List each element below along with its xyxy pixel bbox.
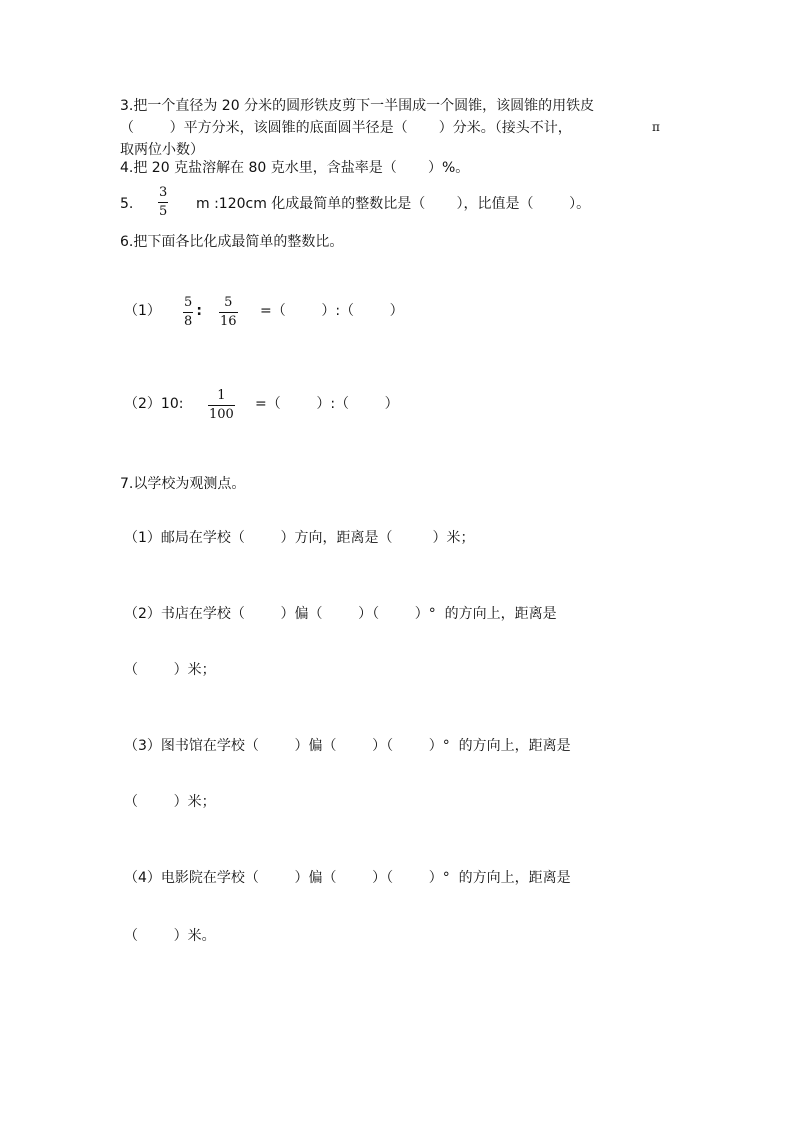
q7-item2-line1: （2）书店在学校（ ）偏（ ）（ ）° 的方向上，距离是 xyxy=(124,606,557,622)
fraction-bar xyxy=(208,405,235,406)
q6-item1-ratio-colon: ∶ xyxy=(197,304,202,320)
fraction-bar xyxy=(219,312,238,313)
q6-item1-f1-numerator: 5 xyxy=(184,295,193,310)
q6-item2-fraction xyxy=(208,389,235,422)
q6-title: 6.把下面各比化成最简单的整数比。 xyxy=(120,234,344,250)
q5-text: m :120cm 化成最简单的整数比是（ ），比值是（ ）。 xyxy=(196,196,591,212)
q7-item3-line1: （3）图书馆在学校（ ）偏（ ）（ ）° 的方向上，距离是 xyxy=(124,738,571,754)
q7-title: 7.以学校为观测点。 xyxy=(120,476,246,492)
q6-item1-fraction2 xyxy=(219,296,238,329)
q6-item1-f2-denominator: 16 xyxy=(220,314,237,329)
fraction-bar xyxy=(158,202,168,203)
q5-frac-denominator: 5 xyxy=(159,204,168,219)
q6-item2-denominator: 100 xyxy=(209,407,234,422)
fraction-bar xyxy=(183,312,193,313)
pi-symbol: π xyxy=(652,120,660,134)
q7-item1: （1）邮局在学校（ ）方向，距离是（ ）米； xyxy=(124,530,475,546)
q5-fraction xyxy=(158,186,168,219)
q3-line1: 3.把一个直径为 20 分米的圆形铁皮剪下一半围成一个圆锥，该圆锥的用铁皮 xyxy=(120,98,595,114)
q6-item1-f2-numerator: 5 xyxy=(224,295,233,310)
q6-item2-answer: =（ ）:（ ） xyxy=(255,396,399,412)
q7-item4-line2: （ ）米。 xyxy=(124,928,216,944)
q7-item2-line2: （ ）米； xyxy=(124,662,216,678)
q3-line3: 取两位小数） xyxy=(120,142,204,158)
q6-item2-numerator: 1 xyxy=(217,388,226,403)
q6-item1-label: （1） xyxy=(124,303,161,319)
q6-item1-answer: =（ ）:（ ） xyxy=(260,303,404,319)
q5-frac-numerator: 3 xyxy=(159,185,168,200)
q5-label: 5. xyxy=(120,196,134,212)
q6-item2-label: （2）10: xyxy=(124,396,184,412)
q3-line2: （ ）平方分米，该圆锥的底面圆半径是（ ）分米。（接头不计， xyxy=(120,120,572,136)
q6-item1-fraction1 xyxy=(183,296,193,329)
q4-line: 4.把 20 克盐溶解在 80 克水里，含盐率是（ ）%。 xyxy=(120,160,470,176)
q7-item4-line1: （4）电影院在学校（ ）偏（ ）（ ）° 的方向上，距离是 xyxy=(124,870,571,886)
q6-item1-f1-denominator: 8 xyxy=(184,314,193,329)
q7-item3-line2: （ ）米； xyxy=(124,794,216,810)
